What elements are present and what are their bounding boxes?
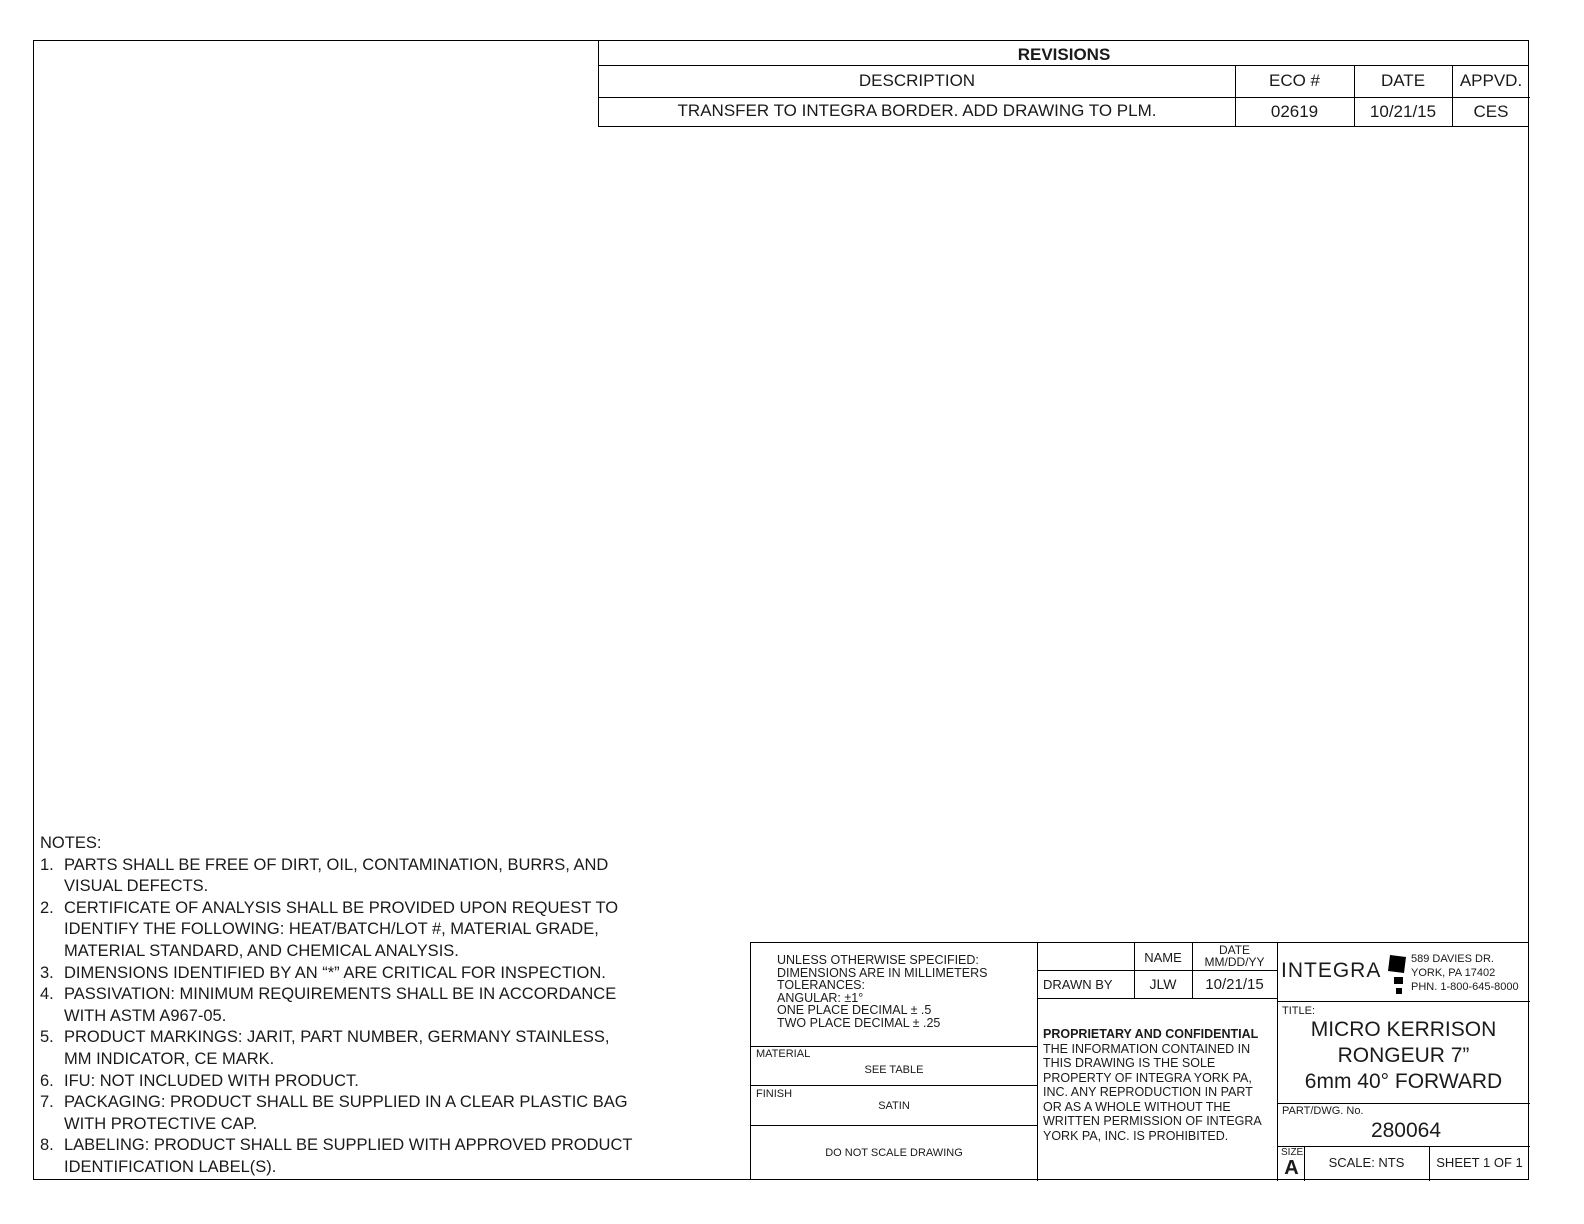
tolerance-line: DIMENSIONS ARE IN MILLIMETERS [777, 965, 988, 980]
company-logo-text: INTEGRA [1281, 959, 1382, 982]
note-number: 8. [40, 1136, 54, 1155]
date-header-line: MM/DD/YY [1204, 955, 1265, 969]
revisions-header-date: DATE [1380, 71, 1426, 90]
note-item [40, 855, 680, 898]
note-line: IFU: NOT INCLUDED WITH PRODUCT. [64, 1071, 359, 1090]
revisions-title: REVISIONS [599, 40, 1529, 66]
revisions-col-divider [1452, 65, 1453, 127]
note-line: WITH PROTECTIVE CAP. [64, 1114, 258, 1133]
date-header [1192, 944, 1277, 968]
tolerances-block [777, 954, 1027, 1029]
note-item [40, 1071, 680, 1093]
proprietary-line: PROPERTY OF INTEGRA YORK PA, [1043, 1070, 1252, 1085]
note-line: CERTIFICATE OF ANALYSIS SHALL BE PROVIDED UPON REQUEST TO [64, 898, 619, 917]
note-item [40, 1135, 680, 1178]
revision-row-date: 10/21/15 [1369, 102, 1437, 121]
notes-section [40, 833, 680, 1179]
note-number: 7. [40, 1093, 54, 1112]
tolerance-line: UNLESS OTHERWISE SPECIFIED: [777, 953, 979, 967]
finish-value: SATIN [878, 1100, 910, 1112]
size-divider [1277, 1146, 1530, 1147]
note-item [40, 963, 680, 985]
proprietary-line: THIS DRAWING IS THE SOLE [1043, 1056, 1216, 1070]
title-label: TITLE: [1282, 1005, 1316, 1017]
revisions-col-divider [1235, 65, 1236, 127]
drawn-grid-row-divider [1037, 970, 1277, 971]
note-line: MM INDICATOR, CE MARK. [64, 1049, 275, 1068]
company-address-line: YORK, PA 17402 [1411, 967, 1496, 979]
note-line: PARTS SHALL BE FREE OF DIRT, OIL, CONTAMINATION, BURRS, AND [64, 855, 609, 874]
note-line: IDENTIFY THE FOLLOWING: HEAT/BATCH/LOT #, MATERIAL GRADE, [64, 920, 599, 939]
name-header: NAME [1144, 950, 1182, 965]
note-item [40, 898, 680, 963]
revisions-col-divider [1354, 65, 1355, 127]
note-line: PACKAGING: PRODUCT SHALL BE SUPPLIED IN A CLEAR PLASTIC BAG [64, 1093, 628, 1112]
note-number: 6. [40, 1071, 54, 1090]
drawn-grid-bottom [1037, 998, 1277, 999]
tolerance-line: ONE PLACE DECIMAL ± .5 [777, 1003, 932, 1017]
revisions-header-apprvd: APPVD. [1459, 71, 1523, 90]
title-divider [1277, 1001, 1530, 1002]
tolerance-line: ANGULAR: ±1° [777, 990, 864, 1005]
proprietary-line: WRITTEN PERMISSION OF INTEGRA [1043, 1114, 1262, 1128]
note-number: 2. [40, 898, 54, 917]
note-item [40, 1092, 680, 1135]
note-number: 3. [40, 963, 54, 982]
revisions-header-description: DESCRIPTION [858, 71, 976, 90]
proprietary-line: OR AS A WHOLE WITHOUT THE [1043, 1099, 1231, 1114]
do-not-scale-text: DO NOT SCALE DRAWING [825, 1147, 963, 1159]
scale-text: SCALE: NTS [1328, 1155, 1405, 1170]
note-number: 1. [40, 855, 54, 874]
date-header-line: DATE [1218, 943, 1251, 957]
size-label: SIZE [1281, 1147, 1304, 1158]
note-line: PASSIVATION: MINIMUM REQUIREMENTS SHALL BE IN ACCORDANCE [64, 985, 617, 1004]
drawing-title-line: RONGEUR 7” [1337, 1044, 1470, 1067]
note-line: IDENTIFICATION LABEL(S). [64, 1157, 277, 1176]
do-not-scale-divider [751, 1125, 1037, 1126]
company-address [1411, 952, 1531, 994]
sheet-text: SHEET 1 OF 1 [1436, 1155, 1523, 1170]
material-value: SEE TABLE [864, 1064, 924, 1076]
part-divider [1277, 1103, 1530, 1104]
revisions-header-eco: ECO # [1268, 71, 1321, 90]
title-block-col-divider [1037, 943, 1038, 1181]
drawn-by-name: JLW [1149, 976, 1177, 992]
size-value: A [1284, 1157, 1299, 1179]
note-line: WITH ASTM A967-05. [64, 1006, 227, 1025]
finish-label: FINISH [756, 1088, 793, 1100]
drawing-title [1277, 1017, 1530, 1095]
note-line: LABELING: PRODUCT SHALL BE SUPPLIED WITH APPROVED PRODUCT [64, 1136, 633, 1155]
proprietary-line: THE INFORMATION CONTAINED IN [1043, 1041, 1251, 1056]
title-block [750, 942, 1529, 1180]
company-address-line: 589 DAVIES DR. [1411, 953, 1494, 965]
note-item [40, 984, 680, 1027]
proprietary-title: PROPRIETARY AND CONFIDENTIAL [1043, 1027, 1259, 1041]
finish-divider [751, 1085, 1037, 1086]
drawn-by-date: 10/21/15 [1205, 976, 1264, 993]
company-phone: PHN. 1-800-645-8000 [1411, 981, 1519, 993]
tolerance-line: TOLERANCES: [777, 978, 865, 992]
part-label: PART/DWG. No. [1282, 1105, 1364, 1117]
note-number: 4. [40, 985, 54, 1004]
drawn-by-label: DRAWN BY [1043, 977, 1113, 992]
tolerance-line: TWO PLACE DECIMAL ± .25 [777, 1015, 941, 1030]
part-number: 280064 [1370, 1119, 1442, 1142]
revision-row-eco: 02619 [1270, 102, 1319, 121]
note-line: VISUAL DEFECTS. [64, 877, 209, 896]
notes-title: NOTES: [40, 834, 102, 852]
material-label: MATERIAL [756, 1048, 811, 1060]
integra-logo-icon [1387, 953, 1411, 997]
revisions-table [598, 40, 1529, 127]
material-divider [751, 1046, 1037, 1047]
drawing-title-line: MICRO KERRISON [1310, 1018, 1497, 1041]
company-logo [1281, 959, 1381, 983]
notes-list [40, 855, 680, 1179]
revision-row-description: TRANSFER TO INTEGRA BORDER. ADD DRAWING TO PLM. [677, 101, 1157, 120]
note-number: 5. [40, 1028, 54, 1047]
drawing-title-line: 6mm 40° FORWARD [1304, 1070, 1503, 1093]
note-line: PRODUCT MARKINGS: JARIT, PART NUMBER, GERMANY STAINLESS, [64, 1028, 610, 1047]
note-item [40, 1027, 680, 1070]
note-line: MATERIAL STANDARD, AND CHEMICAL ANALYSIS. [64, 941, 459, 960]
proprietary-notice [1043, 1027, 1277, 1143]
proprietary-line: INC. ANY REPRODUCTION IN PART [1043, 1085, 1253, 1099]
revision-row-apprvd: CES [1473, 102, 1509, 121]
proprietary-line: YORK PA, INC. IS PROHIBITED. [1043, 1128, 1229, 1143]
note-line: DIMENSIONS IDENTIFIED BY AN “*” ARE CRITICAL FOR INSPECTION. [64, 963, 606, 982]
